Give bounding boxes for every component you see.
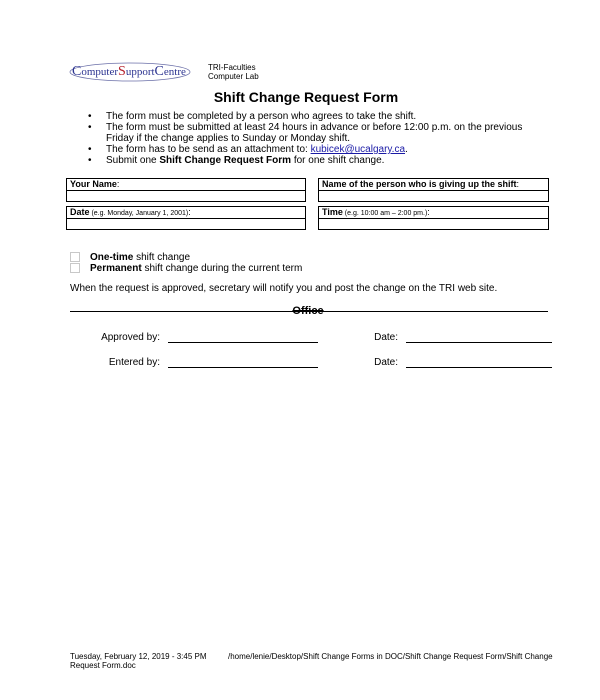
date-1-field[interactable] [406, 342, 552, 343]
rule-2-line-1: The form must be submitted at least 24 hours in advance or before 12:00 p.m. on the previous [106, 122, 523, 133]
logo-wordmark [72, 64, 186, 80]
giving-up-label [319, 179, 548, 191]
your-name-field[interactable] [67, 191, 305, 201]
your-name-label [67, 179, 305, 191]
entered-by-field[interactable] [168, 367, 318, 368]
rule-2-line-2: Friday if the change applies to Sunday or Monday shift. [106, 133, 351, 144]
permanent-checkbox[interactable] [70, 263, 80, 273]
date-hint: (e.g. Monday, January 1, 2001) [89, 210, 189, 217]
org-name [208, 63, 259, 81]
time-hint: (e.g. 10:00 am – 2:00 pm.) [342, 210, 428, 217]
date-field[interactable] [67, 219, 305, 229]
rule-1-text: The form must be completed by a person who agrees to take the shift. [106, 111, 417, 122]
logo-letter-c2: C [154, 64, 164, 79]
date-1-label: Date: [374, 332, 398, 343]
rule-item [88, 122, 528, 144]
date-2-label: Date: [374, 357, 398, 368]
rule-item [88, 155, 528, 166]
computer-support-centre-logo [68, 60, 193, 84]
footer-path: /home/lenie/Desktop/Shift Change Forms in DOC/Shift Change Request Form/Shift Change [228, 652, 553, 661]
rule-4-post: for one shift change. [291, 155, 385, 166]
logo-word-entre: entre [163, 66, 186, 78]
one-time-rest: shift change [133, 252, 191, 263]
org-line-1: TRI-Faculties [208, 63, 256, 72]
logo-letter-s: S [118, 64, 126, 79]
date-2-field[interactable] [406, 367, 552, 368]
permanent-rest: shift change during the current term [141, 263, 303, 274]
time-colon: : [427, 207, 430, 217]
giving-up-field[interactable] [319, 191, 548, 201]
one-time-bold: One-time [90, 252, 134, 263]
your-name-label-text: Your Name [70, 179, 117, 189]
footer-timestamp [70, 652, 207, 670]
permanent-bold: Permanent [90, 263, 142, 274]
one-time-label [90, 252, 190, 263]
office-title: Office [292, 305, 324, 317]
email-link[interactable]: kubicek@ucalgary.ca [310, 144, 406, 155]
logo-letter-c: C [72, 64, 82, 79]
entered-by-label: Entered by: [108, 357, 160, 368]
rule-item [88, 111, 528, 122]
time-label [319, 207, 548, 219]
giving-up-label-text: Name of the person who is giving up the shift [322, 179, 517, 189]
date-label-text: Date [70, 207, 90, 217]
logo-word-omputer: omputer [81, 66, 119, 78]
rule-3-text: The form has to be send as an attachment to: [106, 144, 311, 155]
time-box [318, 206, 549, 230]
giving-up-box [318, 178, 549, 202]
footer-date-line: Tuesday, February 12, 2019 - 3:45 PM [70, 652, 207, 661]
rule-3-end: . [405, 144, 408, 155]
footer-filename-line: Request Form.doc [70, 661, 136, 670]
rules-list [88, 111, 528, 166]
rule-item [88, 144, 528, 155]
date-colon: : [188, 207, 191, 217]
approved-by-label: Approved by: [101, 332, 160, 343]
date-box [66, 206, 306, 230]
approval-notice: When the request is approved, secretary will notify you and post the change on the TRI web site. [70, 283, 498, 294]
date-label [67, 207, 305, 219]
org-line-2: Computer Lab [208, 72, 259, 81]
rule-4-pre: Submit one [106, 155, 160, 166]
approved-by-field[interactable] [168, 342, 318, 343]
logo-word-upport: upport [125, 66, 155, 78]
rule-4-bold: Shift Change Request Form [159, 155, 292, 166]
one-time-checkbox[interactable] [70, 252, 80, 262]
your-name-colon: : [116, 179, 120, 189]
time-field[interactable] [319, 219, 548, 229]
giving-up-colon: : [516, 179, 520, 189]
time-label-text: Time [322, 207, 343, 217]
permanent-label [90, 263, 302, 274]
page-title: Shift Change Request Form [213, 89, 399, 105]
your-name-box [66, 178, 306, 202]
